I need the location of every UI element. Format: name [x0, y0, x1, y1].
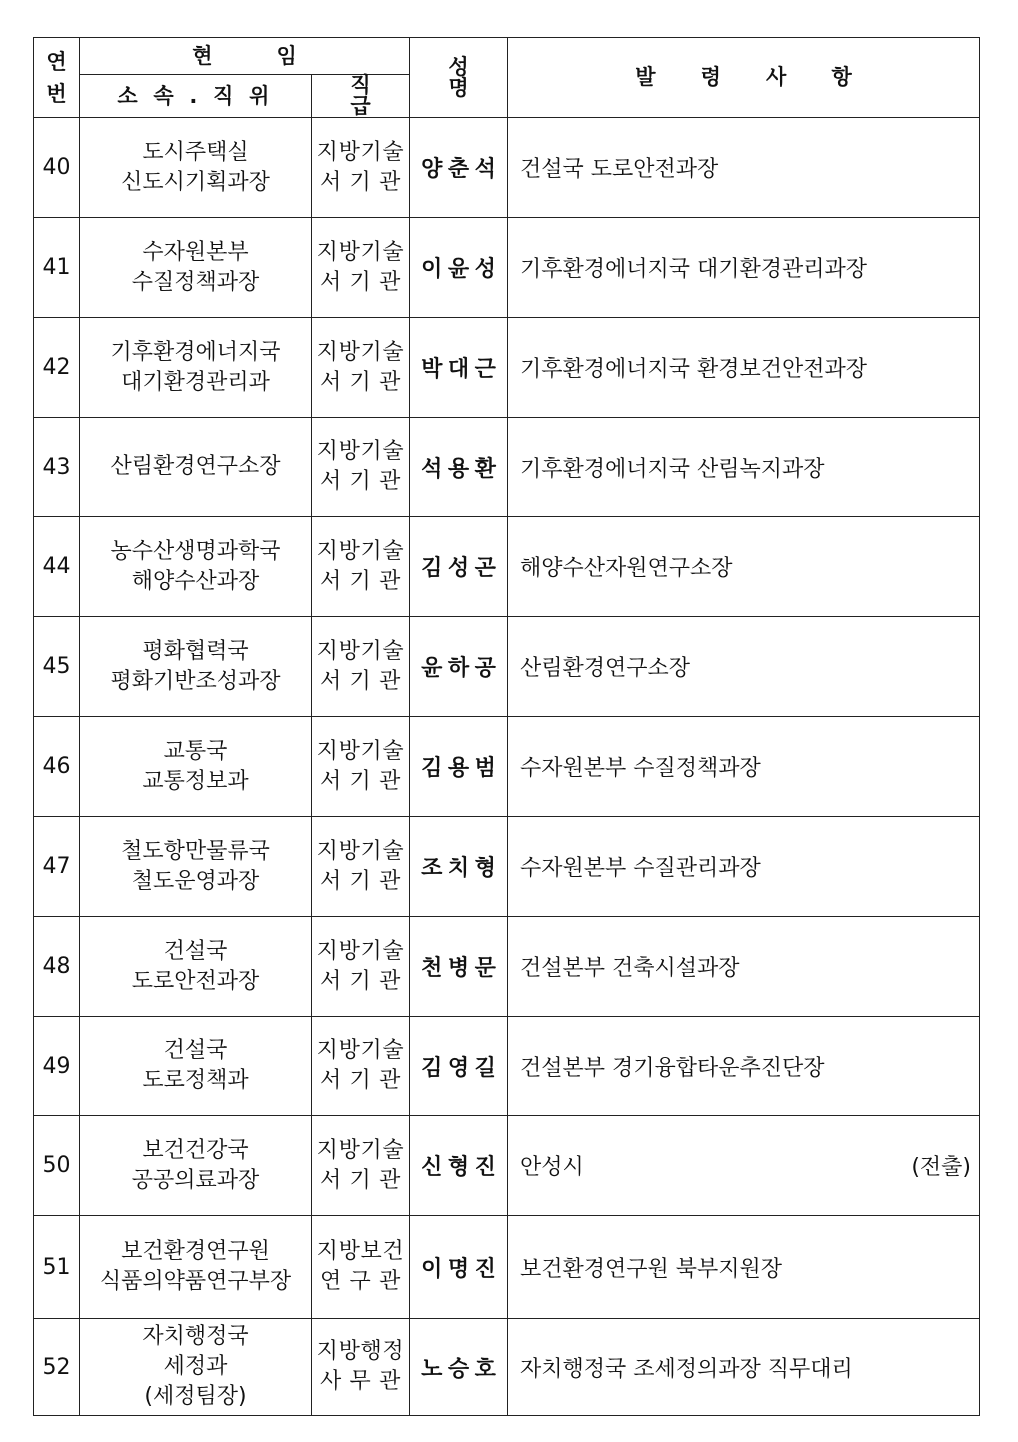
current-position: 평화협력국 평화기반조성과장	[80, 617, 312, 717]
row-number: 51	[34, 1216, 80, 1319]
row-number: 48	[34, 917, 80, 1017]
appointment-order	[508, 318, 980, 418]
appointment-order	[508, 1116, 980, 1216]
header-no: 연번	[34, 38, 80, 118]
row-number: 40	[34, 118, 80, 218]
header-current: 현 임	[80, 38, 410, 75]
person-name: 석용환	[410, 418, 508, 517]
table-row	[34, 617, 980, 717]
current-position: 도시주택실 신도시기획과장	[80, 118, 312, 218]
appointment-order	[508, 218, 980, 318]
table-row	[34, 717, 980, 817]
table-row	[34, 1216, 980, 1319]
rank-grade: 지방기술 서 기 관	[312, 1116, 410, 1216]
header-row-1	[34, 38, 980, 75]
table-row	[34, 118, 980, 218]
appointment-text: 수자원본부 수질관리과장	[520, 856, 761, 881]
table-row	[34, 917, 980, 1017]
rank-grade: 지방기술 서 기 관	[312, 418, 410, 517]
person-name: 김용범	[410, 717, 508, 817]
personnel-order-table	[33, 37, 980, 1416]
appointment-order	[508, 517, 980, 617]
appointment-note: (전출)	[911, 1155, 971, 1180]
person-name: 김성곤	[410, 517, 508, 617]
person-name: 이윤성	[410, 218, 508, 318]
person-name: 양춘석	[410, 118, 508, 218]
current-position: 수자원본부 수질정책과장	[80, 218, 312, 318]
appointment-order	[508, 118, 980, 218]
appointment-text: 자치행정국 조세정의과장 직무대리	[520, 1356, 853, 1382]
appointment-order	[508, 418, 980, 517]
appointment-order	[508, 1017, 980, 1116]
appointment-text: 수자원본부 수질정책과장	[520, 756, 761, 781]
appointment-text: 기후환경에너지국 산림녹지과장	[520, 456, 825, 482]
appointment-order	[508, 1216, 980, 1319]
row-number: 43	[34, 418, 80, 517]
appointment-order	[508, 617, 980, 717]
appointment-text: 기후환경에너지국 환경보건안전과장	[520, 357, 868, 382]
appointment-text: 안성시	[520, 1155, 584, 1180]
row-number: 41	[34, 218, 80, 318]
rank-grade: 지방기술 서 기 관	[312, 318, 410, 418]
appointment-text: 해양수산자원연구소장	[520, 556, 733, 581]
person-name: 천병문	[410, 917, 508, 1017]
current-position: 건설국 도로정책과	[80, 1017, 312, 1116]
header-org: 소 속 . 직 위	[80, 75, 312, 118]
rank-grade: 지방기술 서 기 관	[312, 717, 410, 817]
table-row	[34, 1319, 980, 1416]
row-number: 45	[34, 617, 80, 717]
current-position: 교통국 교통정보과	[80, 717, 312, 817]
appointment-text: 건설본부 경기융합타운추진단장	[520, 1055, 825, 1081]
appointment-order	[508, 817, 980, 917]
row-number: 49	[34, 1017, 80, 1116]
current-position: 농수산생명과학국 해양수산과장	[80, 517, 312, 617]
row-number: 44	[34, 517, 80, 617]
current-position: 자치행정국 세정과 (세정팀장)	[80, 1319, 312, 1416]
appointment-text: 건설국 도로안전과장	[520, 157, 719, 182]
appointment-text: 기후환경에너지국 대기환경관리과장	[520, 257, 868, 282]
row-number: 42	[34, 318, 80, 418]
rank-grade: 지방기술 서 기 관	[312, 917, 410, 1017]
header-grade: 직 급	[312, 75, 410, 118]
appointment-order	[508, 1319, 980, 1416]
appointment-text: 건설본부 건축시설과장	[520, 956, 740, 981]
table-row	[34, 1116, 980, 1216]
table-row	[34, 318, 980, 418]
current-position: 보건건강국 공공의료과장	[80, 1116, 312, 1216]
appointment-order	[508, 917, 980, 1017]
rank-grade: 지방행정 사 무 관	[312, 1319, 410, 1416]
person-name: 박대근	[410, 318, 508, 418]
person-name: 신형진	[410, 1116, 508, 1216]
table-row	[34, 418, 980, 517]
rank-grade: 지방보건 연 구 관	[312, 1216, 410, 1319]
rank-grade: 지방기술 서 기 관	[312, 1017, 410, 1116]
appointment-text: 보건환경연구원 북부지원장	[520, 1256, 783, 1282]
rank-grade: 지방기술 서 기 관	[312, 817, 410, 917]
rank-grade: 지방기술 서 기 관	[312, 118, 410, 218]
current-position: 철도항만물류국 철도운영과장	[80, 817, 312, 917]
row-number: 50	[34, 1116, 80, 1216]
person-name: 조치형	[410, 817, 508, 917]
header-order: 발 령 사 항	[508, 38, 980, 118]
person-name: 윤하공	[410, 617, 508, 717]
table-row	[34, 1017, 980, 1116]
header-name: 성 명	[410, 38, 508, 118]
current-position: 산림환경연구소장	[80, 418, 312, 517]
rank-grade: 지방기술 서 기 관	[312, 617, 410, 717]
table-row	[34, 218, 980, 318]
row-number: 47	[34, 817, 80, 917]
current-position: 건설국 도로안전과장	[80, 917, 312, 1017]
person-name: 이명진	[410, 1216, 508, 1319]
table-row	[34, 517, 980, 617]
current-position: 보건환경연구원 식품의약품연구부장	[80, 1216, 312, 1319]
row-number: 52	[34, 1319, 80, 1416]
appointment-order	[508, 717, 980, 817]
row-number: 46	[34, 717, 80, 817]
current-position: 기후환경에너지국 대기환경관리과	[80, 318, 312, 418]
table-row	[34, 817, 980, 917]
person-name: 김영길	[410, 1017, 508, 1116]
rank-grade: 지방기술 서 기 관	[312, 517, 410, 617]
appointment-text: 산림환경연구소장	[520, 656, 691, 681]
person-name: 노승호	[410, 1319, 508, 1416]
rank-grade: 지방기술 서 기 관	[312, 218, 410, 318]
